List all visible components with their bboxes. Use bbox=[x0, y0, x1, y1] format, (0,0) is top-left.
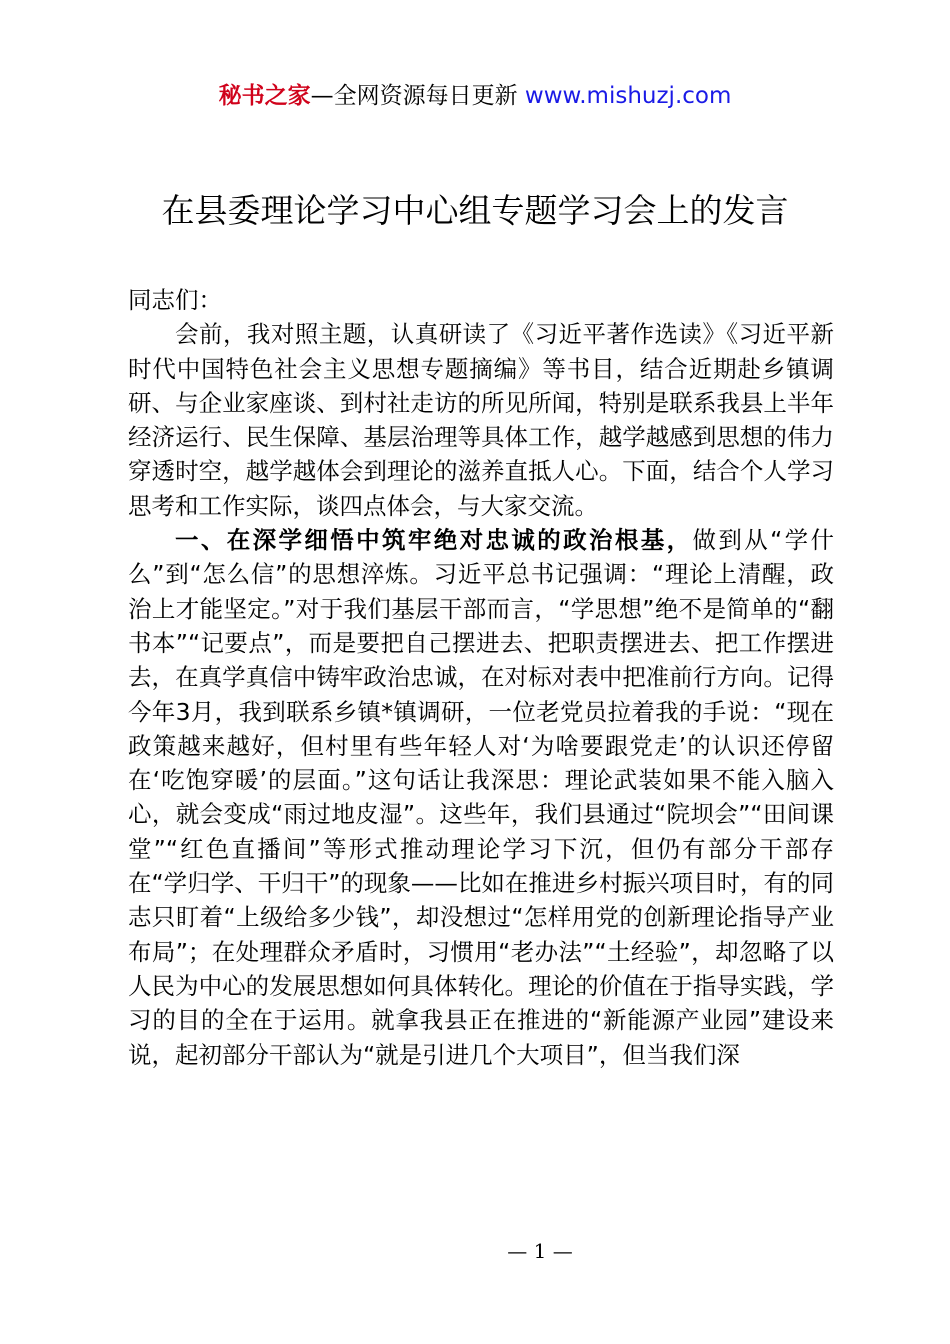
site-header bbox=[0, 80, 950, 112]
page-number: — 1 — bbox=[507, 1239, 573, 1263]
section-1-paragraph bbox=[128, 523, 834, 1072]
document-title: 在县委理论学习中心组专题学习会上的发言 bbox=[161, 191, 789, 230]
site-url-link[interactable]: www.mishuzj.com bbox=[524, 83, 732, 109]
intro-paragraph: 会前，我对照主题，认真研读了《习近平著作选读》《习近平新时代中国特色社会主义思想专题摘编》等书目，结合近期赴乡镇调研、与企业家座谈、到村社走访的所见所闻，特别是联系我县上半年经济运行、民生保障、基层治理等具体工作，越学越感到思想的伟力穿透时空，越学越体会到理论的滋养直抵人心。下面，结合个人学习思考和工作实际，谈四点体会，与大家交流。 bbox=[128, 320, 834, 520]
site-slogan: —全网资源每日更新 bbox=[310, 83, 525, 109]
section-1-body: 做到从“学什么”到“怎么信”的思想淬炼。习近平总书记强调：“理论上清醒，政治上才能坚定。”对于我们基层干部而言，“学思想”绝不是简单的“翻书本”“记要点”，而是要把自己摆进去、把职责摆进去、把工作摆进去，在真学真信中铸牢政治忠诚，在对标对表中把准前行方向。记得今年3月，我到联系乡镇*镇调研，一位老党员拉着我的手说：“现在政策越来越好，但村里有些年轻人对‘为啥要跟党走’的认识还停留在‘吃饱穿暖’的层面。”这句话让我深思：理论武装如果不能入脑入心，就会变成“雨过地皮湿”。这些年，我们县通过“院坝会”“田间课堂”“红色直播间”等形式推动理论学习下沉，但仍有部分干部存在“学归学、干归干”的现象——比如在推进乡村振兴项目时，有的同志只盯着“上级给多少钱”，却没想过“怎样用党的创新理论指导产业布局”；在处理群众矛盾时，习惯用“老办法”“土经验”，却忽略了以人民为中心的发展思想如何具体转化。理论的价值在于指导实践，学习的目的全在于运用。就拿我县正在推进的“新能源产业园”建设来说，起初部分干部认为“就是引进几个大项目”，但当我们深 bbox=[128, 526, 834, 1069]
document-body bbox=[128, 283, 834, 1072]
site-brand: 秘书之家 bbox=[218, 83, 311, 109]
salutation: 同志们： bbox=[128, 286, 222, 314]
section-1-heading: 一、在深学细悟中筑牢绝对忠诚的政治根基， bbox=[175, 526, 693, 555]
